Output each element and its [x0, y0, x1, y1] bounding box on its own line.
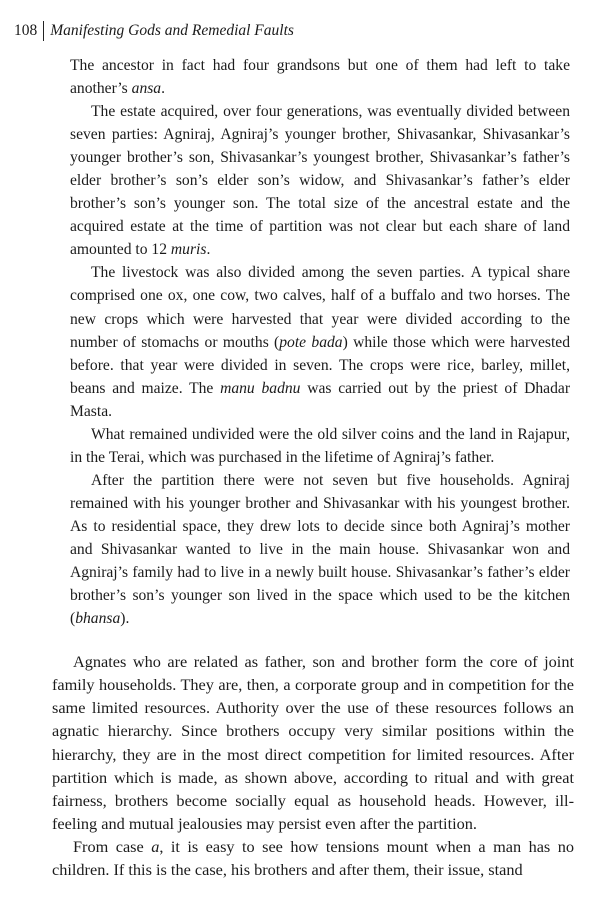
- italic-term: bhansa: [75, 610, 121, 628]
- case-extract: [70, 54, 570, 630]
- running-title: Manifesting Gods and Remedial Faults: [50, 22, 294, 39]
- text-run: Agnates who are related as father, son and brother form the core of joint family households. They are, then, a corporate group and in competition for the same limited resources. Authority over the use of these resources follows an agnatic hierarchy. Since brothers occupy very similar positions within the hierarchy, they are in the most direct competition for limited resources. After partition which is made, as shown above, according to ritual and with great fairness, brothers become socially equal as household heads. However, ill-feeling and mutual jealousies may persist even after the partition.: [52, 652, 574, 834]
- extract-paragraph: [70, 469, 570, 630]
- italic-term: muris: [170, 241, 207, 259]
- extract-paragraph: [70, 54, 570, 100]
- text-run: The ancestor in fact had four grandsons but one of them had left to take another’s: [70, 57, 570, 98]
- italic-term: ansa: [131, 80, 162, 98]
- text-run: .: [161, 80, 166, 98]
- body-paragraph: [52, 835, 574, 881]
- text-run: The estate acquired, over four generations, was eventually divided between seven parties: Agniraj, Agniraj’s younger brother, Shivasankar, Shivasankar’s younger brother’s son, Shivasankar’s youngest brother, Shivasankar’s father’s elder brother’s son’s elder son’s widow, and Shivasankar’s father’s elder brother’s son’s younger son. The total size of the ancestral estate and the acquired estate at the time of partition was not clear but each share of land amounted to 12: [70, 103, 570, 259]
- text-run: What remained undivided were the old silver coins and the land in Rajapur, in the Terai, which was purchased in the lifetime of Agniraj’s father.: [70, 425, 570, 466]
- extract-paragraph: [70, 423, 570, 469]
- text-run: From case: [73, 837, 152, 857]
- text-run: .: [206, 241, 211, 259]
- text-run: ).: [120, 610, 130, 628]
- body-text: [52, 650, 574, 882]
- running-header: [14, 20, 580, 42]
- italic-term: manu badnu: [220, 379, 301, 397]
- text-run: ) while those which were harvested before. that year were divided in seven. The crops were rice, barley, millet, beans and maize. The: [70, 333, 570, 397]
- body-paragraph: [52, 650, 574, 835]
- page-number: 108: [14, 21, 44, 41]
- text-run: was carried out by the priest of Dhadar Masta.: [70, 379, 571, 420]
- text-run: After the partition there were not seven but five households. Agniraj remained with his younger brother and Shivasankar with his youngest brother. As to residential space, they drew lots to decide since both Agniraj’s mother and Shivasankar wanted to live in the main house. Shivasankar won and Agniraj’s family had to live in a newly built house. Shivasankar’s father’s elder brother’s son’s younger son lived in the space which used to be the kitchen (: [70, 471, 570, 628]
- italic-term: pote bada: [279, 333, 343, 351]
- text-run: The livestock was also divided among the seven parties. A typical share comprised one ox, one cow, two calves, half of a buffalo and two horses. The new crops which were harvested that year were divided according to the number of stomachs or mouths (: [70, 264, 570, 351]
- text-run: , it is easy to see how tensions mount when a man has no children. If this is the case, his brothers and after them, their issue, stand: [52, 837, 574, 880]
- extract-paragraph: [70, 100, 570, 261]
- extract-paragraph: [70, 261, 570, 422]
- italic-term: a: [151, 837, 160, 857]
